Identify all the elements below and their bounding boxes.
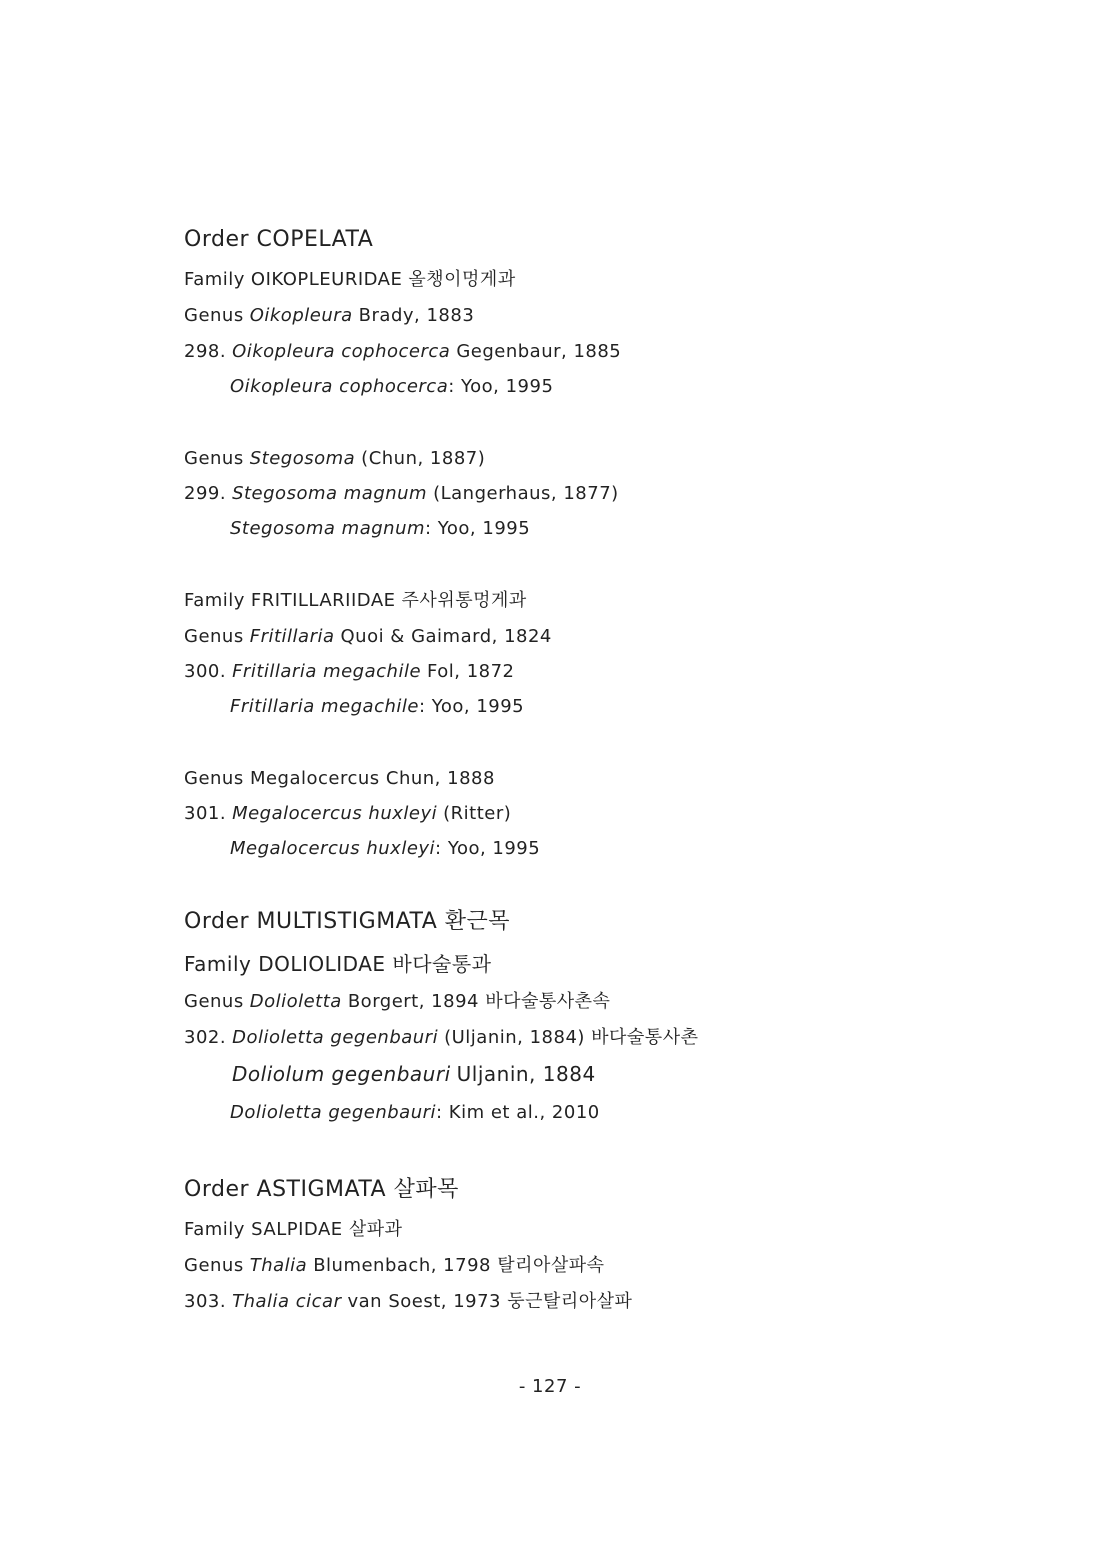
species-name: Fritillaria megachile — [232, 661, 422, 682]
genus-stegosoma — [184, 447, 485, 471]
species-author: (Langerhaus, 1877) — [433, 483, 619, 504]
species-number: 301. — [184, 803, 227, 824]
family-label: Family — [184, 590, 245, 611]
species-author: (Uljanin, 1884) 바다술통사촌 — [444, 1027, 699, 1048]
synonym-name: Megalocercus huxleyi — [230, 838, 436, 859]
genus-label: Genus — [184, 305, 244, 326]
synonym-name: Fritillaria megachile — [230, 696, 419, 717]
synonym-name: Doliolum gegenbauri — [232, 1062, 451, 1086]
genus-label: Genus — [184, 1255, 244, 1276]
synonym-name: Stegosoma magnum — [230, 518, 426, 539]
genus-author: (Chun, 1887) — [361, 448, 486, 469]
synonym-300 — [230, 695, 524, 719]
genus-label: Genus — [184, 448, 244, 469]
species-303 — [184, 1290, 632, 1314]
synonym-reference: Uljanin, 1884 — [456, 1062, 596, 1086]
synonym-reference: : Kim et al., 2010 — [436, 1102, 600, 1123]
synonym-name: Oikopleura cophocerca — [230, 376, 449, 397]
genus-label: Genus — [184, 626, 244, 647]
species-author: (Ritter) — [443, 803, 512, 824]
synonym-302-dolioletta — [230, 1101, 600, 1125]
genus-thalia — [184, 1254, 605, 1278]
family-name: OIKOPLEURIDAE — [250, 269, 403, 290]
synonym-reference: : Yoo, 1995 — [418, 696, 525, 717]
order-multistigmata-heading: Order MULTISTIGMATA 환근목 — [184, 909, 511, 934]
genus-author: Blumenbach, 1798 탈리아살파속 — [313, 1255, 605, 1276]
species-301 — [184, 802, 511, 826]
species-name: Thalia cicar — [232, 1291, 342, 1312]
synonym-301 — [230, 837, 540, 861]
species-300 — [184, 660, 515, 684]
synonym-299 — [230, 517, 530, 541]
synonym-298 — [230, 375, 553, 399]
species-number: 302. — [184, 1027, 227, 1048]
genus-author: Brady, 1883 — [358, 305, 475, 326]
species-number: 298. — [184, 341, 227, 362]
genus-name: Stegosoma — [249, 448, 356, 469]
genus-name: Fritillaria — [249, 626, 335, 647]
synonym-reference: : Yoo, 1995 — [435, 838, 541, 859]
species-number: 303. — [184, 1291, 227, 1312]
genus-oikopleura — [184, 304, 474, 328]
family-salpidae: Family SALPIDAE 살파과 — [184, 1219, 403, 1240]
genus-author: Borgert, 1894 바다술통사촌속 — [347, 991, 611, 1012]
family-doliolidae: Family DOLIOLIDAE 바다술통과 — [184, 952, 492, 976]
family-korean-name: 올챙이멍게과 — [408, 269, 516, 290]
genus-author: Quoi & Gaimard, 1824 — [340, 626, 552, 647]
genus-fritillaria — [184, 625, 552, 649]
species-299 — [184, 482, 619, 506]
order-astigmata-heading: Order ASTIGMATA 살파목 — [184, 1177, 459, 1202]
page-number: - 127 - — [518, 1376, 582, 1397]
species-name: Stegosoma magnum — [232, 483, 428, 504]
species-author: Fol, 1872 — [427, 661, 515, 682]
species-298 — [184, 340, 621, 364]
synonym-reference: : Yoo, 1995 — [425, 518, 531, 539]
species-author: van Soest, 1973 둥근탈리아살파 — [347, 1291, 633, 1312]
genus-dolioletta — [184, 990, 610, 1014]
genus-label: Genus — [184, 991, 244, 1012]
genus-name: Dolioletta — [249, 991, 342, 1012]
family-name: FRITILLARIIDAE — [250, 590, 396, 611]
family-korean-name: 주사위통멍게과 — [401, 590, 527, 611]
synonym-reference: : Yoo, 1995 — [448, 376, 554, 397]
genus-megalocercus: Genus Megalocercus Chun, 1888 — [184, 768, 495, 789]
species-name: Megalocercus huxleyi — [232, 803, 438, 824]
family-oikopleuridae — [184, 268, 516, 292]
species-author: Gegenbaur, 1885 — [456, 341, 622, 362]
synonym-name: Dolioletta gegenbauri — [230, 1102, 437, 1123]
species-name: Oikopleura cophocerca — [232, 341, 451, 362]
genus-name: Oikopleura — [249, 305, 353, 326]
synonym-302-doliolum — [232, 1061, 596, 1087]
species-name: Dolioletta gegenbauri — [232, 1027, 439, 1048]
genus-name: Thalia — [249, 1255, 308, 1276]
species-number: 299. — [184, 483, 227, 504]
family-label: Family — [184, 269, 245, 290]
order-copelata-heading: Order COPELATA — [184, 227, 374, 252]
family-fritillariidae — [184, 589, 527, 613]
species-number: 300. — [184, 661, 227, 682]
species-302 — [184, 1026, 698, 1050]
